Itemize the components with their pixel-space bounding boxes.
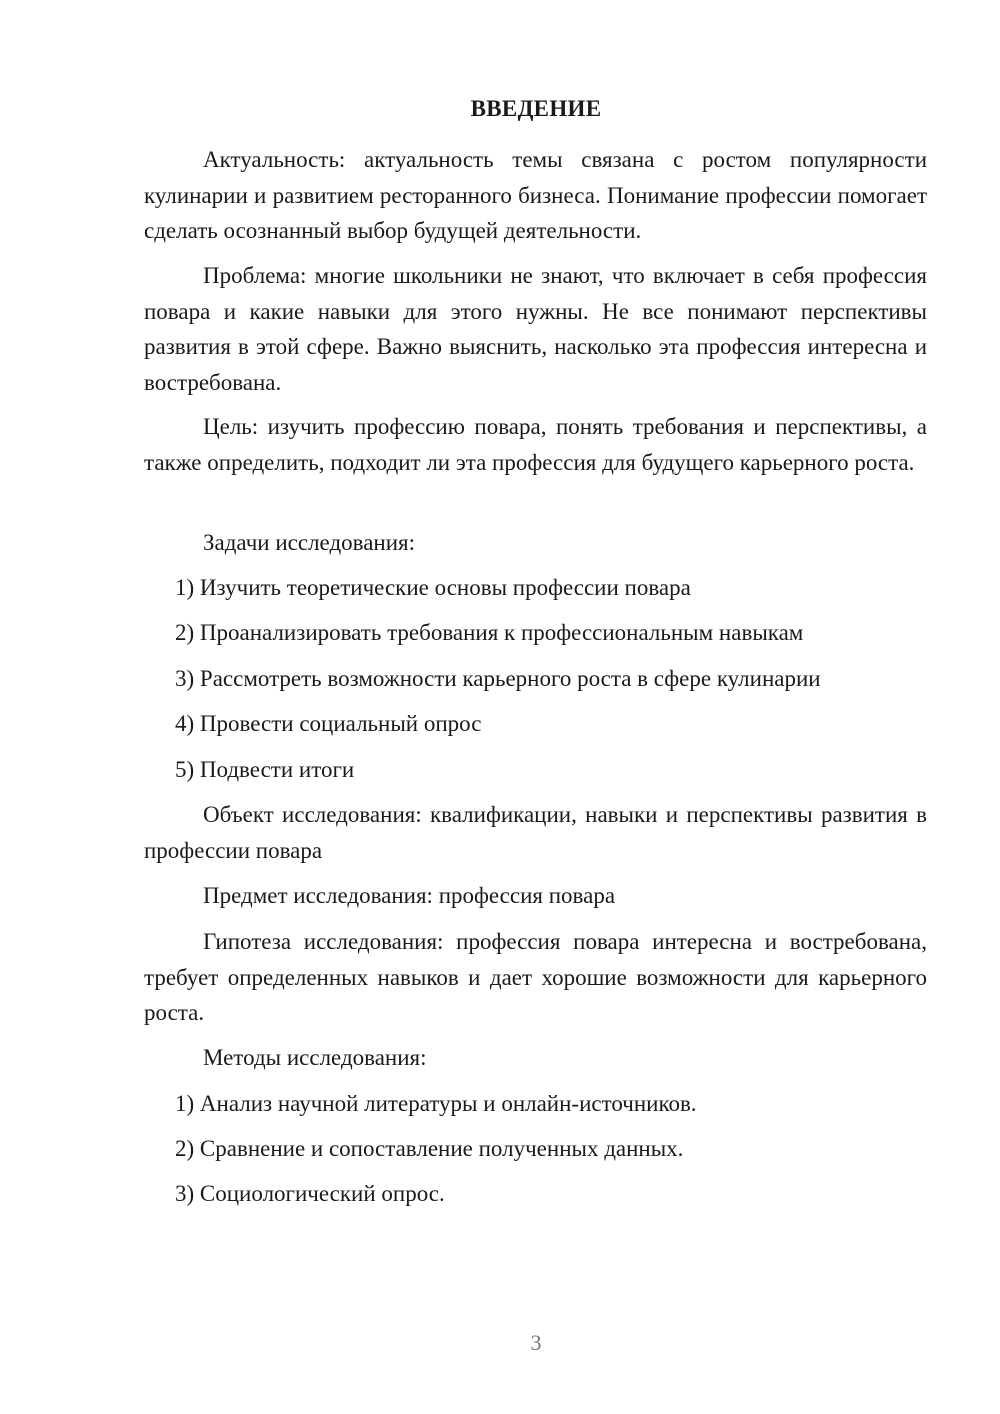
section-title: ВВЕДЕНИЕ	[470, 96, 602, 121]
goal-paragraph: Цель: изучить профессию повара, понять требования и перспективы, а также определить, подходит ли эта профессия для будущего карьерного роста.	[144, 414, 927, 475]
subject-paragraph: Предмет исследования: профессия повара	[203, 883, 616, 908]
task-item: 2) Проанализировать требования к профессиональным навыкам	[175, 620, 804, 645]
task-item: 4) Провести социальный опрос	[175, 711, 482, 736]
tasks-heading: Задачи исследования:	[203, 530, 416, 555]
method-item: 2) Сравнение и сопоставление полученных данных.	[175, 1136, 684, 1161]
problem-paragraph: Проблема: многие школьники не знают, что включает в себя профессия повара и какие навыки для этого нужны. Не все понимают перспективы развития в этой сфере. Важно выяснить, насколько эта профессия интересна и востребована.	[144, 263, 927, 395]
task-item: 3) Рассмотреть возможности карьерного роста в сфере кулинарии	[175, 666, 821, 691]
methods-heading: Методы исследования:	[203, 1045, 427, 1070]
method-item: 1) Анализ научной литературы и онлайн-источников.	[175, 1091, 697, 1116]
page-number: 3	[530, 1330, 542, 1355]
task-item: 5) Подвести итоги	[175, 757, 355, 782]
task-item: 1) Изучить теоретические основы профессии повара	[175, 575, 691, 600]
object-paragraph: Объект исследования: квалификации, навыки и перспективы развития в профессии повара	[144, 802, 927, 863]
method-item: 3) Социологический опрос.	[175, 1181, 445, 1206]
relevance-paragraph: Актуальность: актуальность темы связана с ростом популярности кулинарии и развитием ресторанного бизнеса. Понимание профессии помогает сделать осознанный выбор будущей деятельности.	[144, 147, 927, 243]
hypothesis-paragraph: Гипотеза исследования: профессия повара интересна и востребована, требует определенных навыков и дает хорошие возможности для карьерного роста.	[144, 929, 927, 1025]
